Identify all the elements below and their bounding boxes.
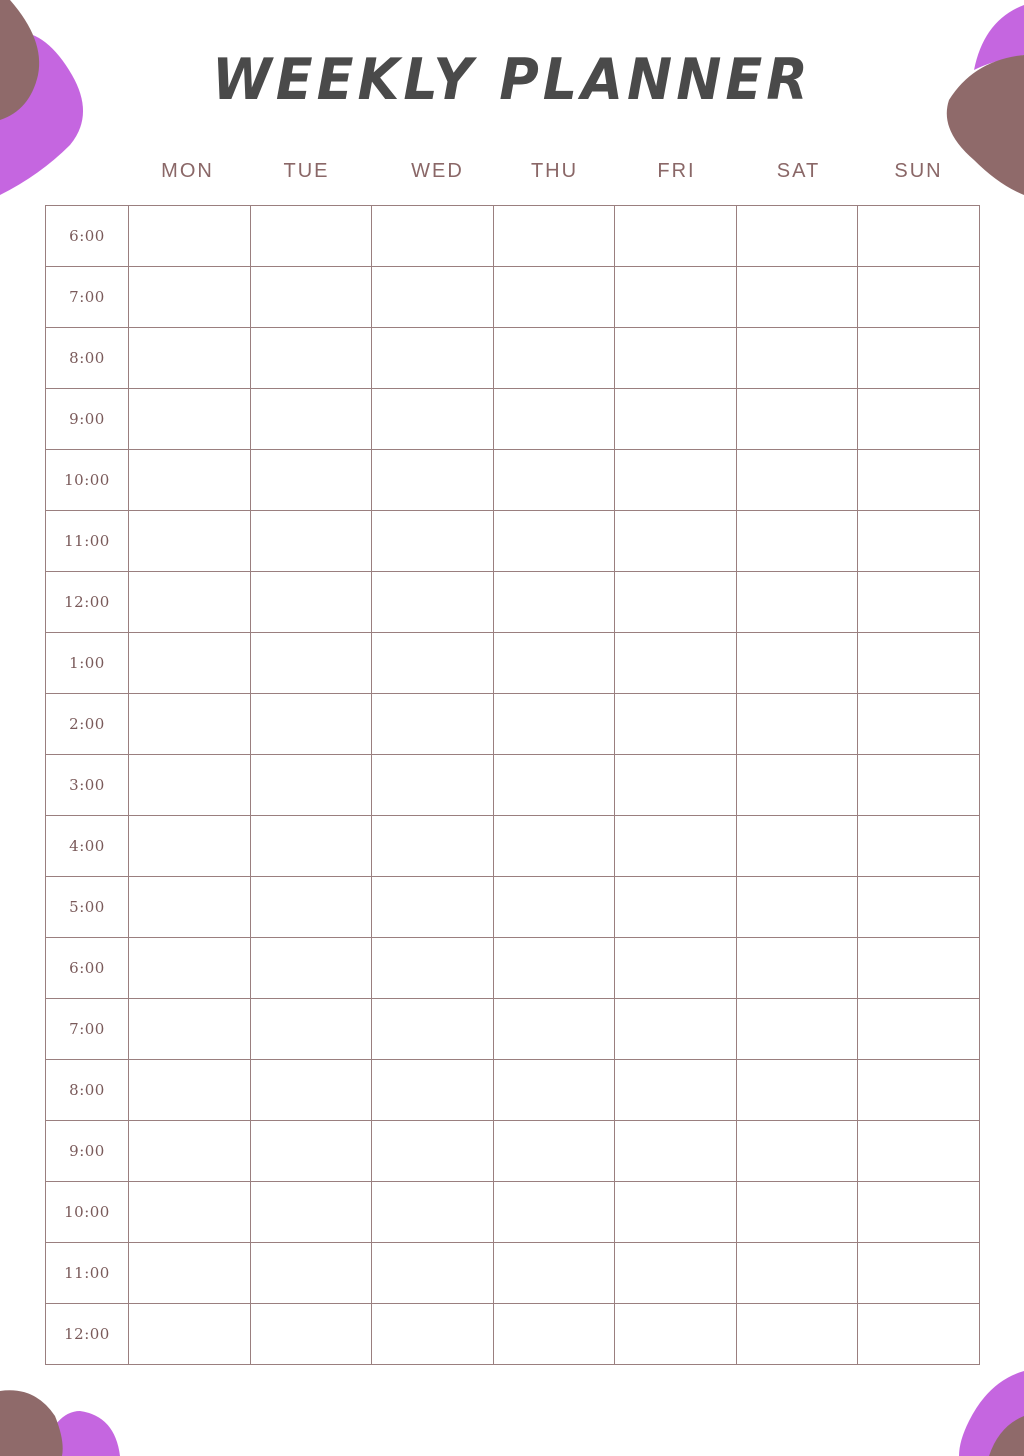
slot-cell-fri[interactable] — [615, 450, 737, 511]
slot-cell-fri[interactable] — [615, 999, 737, 1060]
slot-cell-mon[interactable] — [129, 1121, 251, 1182]
slot-cell-sat[interactable] — [736, 389, 858, 450]
slot-cell-wed[interactable] — [372, 572, 494, 633]
slot-cell-sat[interactable] — [736, 938, 858, 999]
slot-cell-fri[interactable] — [615, 694, 737, 755]
slot-cell-sat[interactable] — [736, 633, 858, 694]
day-header-thu: THU — [530, 160, 579, 182]
time-row — [46, 999, 980, 1060]
slot-cell-thu[interactable] — [493, 1060, 615, 1121]
slot-cell-sat[interactable] — [736, 206, 858, 267]
time-label: 9:00 — [46, 389, 129, 450]
slot-cell-sun[interactable] — [858, 267, 980, 328]
slot-cell-fri[interactable] — [615, 267, 737, 328]
slot-cell-fri[interactable] — [615, 633, 737, 694]
time-row — [46, 1304, 980, 1365]
time-row — [46, 633, 980, 694]
time-label: 11:00 — [46, 1243, 129, 1304]
slot-cell-wed[interactable] — [372, 999, 494, 1060]
slot-cell-fri[interactable] — [615, 511, 737, 572]
time-label: 7:00 — [46, 999, 129, 1060]
slot-cell-mon[interactable] — [129, 755, 251, 816]
slot-cell-wed[interactable] — [372, 1243, 494, 1304]
slot-cell-tue[interactable] — [250, 206, 372, 267]
slot-cell-fri[interactable] — [615, 328, 737, 389]
slot-cell-sun[interactable] — [858, 633, 980, 694]
time-label: 9:00 — [46, 1121, 129, 1182]
day-header-sun: SUN — [894, 160, 943, 182]
slot-cell-tue[interactable] — [250, 1243, 372, 1304]
slot-cell-mon[interactable] — [129, 694, 251, 755]
slot-cell-wed[interactable] — [372, 511, 494, 572]
slot-cell-tue[interactable] — [250, 999, 372, 1060]
slot-cell-fri[interactable] — [615, 1060, 737, 1121]
slot-cell-wed[interactable] — [372, 633, 494, 694]
slot-cell-thu[interactable] — [493, 450, 615, 511]
slot-cell-sat[interactable] — [736, 755, 858, 816]
slot-cell-thu[interactable] — [493, 267, 615, 328]
slot-cell-mon[interactable] — [129, 206, 251, 267]
time-row — [46, 206, 980, 267]
time-row — [46, 511, 980, 572]
time-row — [46, 450, 980, 511]
slot-cell-thu[interactable] — [493, 877, 615, 938]
bottom-left-decoration — [0, 1386, 130, 1456]
slot-cell-sat[interactable] — [736, 267, 858, 328]
slot-cell-mon[interactable] — [129, 328, 251, 389]
slot-cell-fri[interactable] — [615, 938, 737, 999]
slot-cell-mon[interactable] — [129, 511, 251, 572]
time-label: 7:00 — [46, 267, 129, 328]
slot-cell-wed[interactable] — [372, 938, 494, 999]
slot-cell-sun[interactable] — [858, 1060, 980, 1121]
time-label: 3:00 — [46, 755, 129, 816]
slot-cell-tue[interactable] — [250, 1182, 372, 1243]
slot-cell-tue[interactable] — [250, 389, 372, 450]
slot-cell-sat[interactable] — [736, 572, 858, 633]
slot-cell-tue[interactable] — [250, 511, 372, 572]
slot-cell-wed[interactable] — [372, 877, 494, 938]
slot-cell-tue[interactable] — [250, 877, 372, 938]
day-header-sat: SAT — [776, 160, 821, 182]
slot-cell-fri[interactable] — [615, 572, 737, 633]
slot-cell-mon[interactable] — [129, 1182, 251, 1243]
slot-cell-sun[interactable] — [858, 938, 980, 999]
time-label: 6:00 — [46, 206, 129, 267]
slot-cell-wed[interactable] — [372, 1121, 494, 1182]
slot-cell-sun[interactable] — [858, 328, 980, 389]
slot-cell-sat[interactable] — [736, 877, 858, 938]
slot-cell-tue[interactable] — [250, 1304, 372, 1365]
slot-cell-sun[interactable] — [858, 816, 980, 877]
slot-cell-sat[interactable] — [736, 694, 858, 755]
slot-cell-sat[interactable] — [736, 1060, 858, 1121]
slot-cell-mon[interactable] — [129, 816, 251, 877]
slot-cell-fri[interactable] — [615, 877, 737, 938]
time-label: 8:00 — [46, 1060, 129, 1121]
slot-cell-thu[interactable] — [493, 694, 615, 755]
time-row — [46, 267, 980, 328]
slot-cell-thu[interactable] — [493, 1121, 615, 1182]
slot-cell-mon[interactable] — [129, 1060, 251, 1121]
slot-cell-thu[interactable] — [493, 1304, 615, 1365]
slot-cell-sun[interactable] — [858, 572, 980, 633]
slot-cell-mon[interactable] — [129, 999, 251, 1060]
day-header-wed: WED — [411, 160, 464, 182]
time-row — [46, 755, 980, 816]
slot-cell-fri[interactable] — [615, 1243, 737, 1304]
slot-cell-fri[interactable] — [615, 206, 737, 267]
time-row — [46, 1182, 980, 1243]
slot-cell-thu[interactable] — [493, 511, 615, 572]
time-row — [46, 572, 980, 633]
slot-cell-sun[interactable] — [858, 755, 980, 816]
time-row — [46, 938, 980, 999]
slot-cell-mon[interactable] — [129, 267, 251, 328]
slot-cell-tue[interactable] — [250, 633, 372, 694]
time-row — [46, 816, 980, 877]
time-label: 4:00 — [46, 816, 129, 877]
slot-cell-fri[interactable] — [615, 1182, 737, 1243]
slot-cell-thu[interactable] — [493, 633, 615, 694]
slot-cell-sat[interactable] — [736, 1182, 858, 1243]
time-label: 10:00 — [46, 450, 129, 511]
slot-cell-sun[interactable] — [858, 450, 980, 511]
slot-cell-wed[interactable] — [372, 206, 494, 267]
slot-cell-sun[interactable] — [858, 1243, 980, 1304]
slot-cell-thu[interactable] — [493, 389, 615, 450]
slot-cell-wed[interactable] — [372, 450, 494, 511]
time-label: 11:00 — [46, 511, 129, 572]
slot-cell-thu[interactable] — [493, 1243, 615, 1304]
time-row — [46, 877, 980, 938]
slot-cell-tue[interactable] — [250, 816, 372, 877]
bottom-right-decoration — [954, 1371, 1024, 1456]
slot-cell-wed[interactable] — [372, 328, 494, 389]
time-row — [46, 1121, 980, 1182]
slot-cell-sun[interactable] — [858, 511, 980, 572]
time-label: 1:00 — [46, 633, 129, 694]
slot-cell-sat[interactable] — [736, 450, 858, 511]
slot-cell-tue[interactable] — [250, 572, 372, 633]
time-row — [46, 1060, 980, 1121]
slot-cell-sun[interactable] — [858, 1121, 980, 1182]
time-row — [46, 1243, 980, 1304]
day-header-fri: FRI — [657, 160, 696, 182]
day-header-mon: MON — [161, 160, 214, 182]
slot-cell-fri[interactable] — [615, 755, 737, 816]
slot-cell-sat[interactable] — [736, 816, 858, 877]
slot-cell-sun[interactable] — [858, 389, 980, 450]
slot-cell-mon[interactable] — [129, 877, 251, 938]
slot-cell-sat[interactable] — [736, 1243, 858, 1304]
slot-cell-sun[interactable] — [858, 877, 980, 938]
time-label: 8:00 — [46, 328, 129, 389]
slot-cell-sat[interactable] — [736, 1304, 858, 1365]
slot-cell-sat[interactable] — [736, 328, 858, 389]
slot-cell-tue[interactable] — [250, 1060, 372, 1121]
slot-cell-wed[interactable] — [372, 755, 494, 816]
time-row — [46, 389, 980, 450]
slot-cell-sat[interactable] — [736, 511, 858, 572]
slot-cell-thu[interactable] — [493, 816, 615, 877]
slot-cell-fri[interactable] — [615, 816, 737, 877]
slot-cell-wed[interactable] — [372, 816, 494, 877]
slot-cell-mon[interactable] — [129, 938, 251, 999]
slot-cell-mon[interactable] — [129, 633, 251, 694]
slot-cell-tue[interactable] — [250, 694, 372, 755]
slot-cell-wed[interactable] — [372, 389, 494, 450]
slot-cell-sun[interactable] — [858, 1182, 980, 1243]
slot-cell-sat[interactable] — [736, 999, 858, 1060]
slot-cell-wed[interactable] — [372, 1182, 494, 1243]
slot-cell-wed[interactable] — [372, 1304, 494, 1365]
slot-cell-wed[interactable] — [372, 267, 494, 328]
slot-cell-thu[interactable] — [493, 1182, 615, 1243]
slot-cell-sun[interactable] — [858, 999, 980, 1060]
slot-cell-thu[interactable] — [493, 206, 615, 267]
page-title: WEEKLY PLANNER — [212, 46, 812, 113]
slot-cell-sat[interactable] — [736, 1121, 858, 1182]
slot-cell-mon[interactable] — [129, 1243, 251, 1304]
slot-cell-thu[interactable] — [493, 999, 615, 1060]
slot-cell-thu[interactable] — [493, 755, 615, 816]
slot-cell-tue[interactable] — [250, 938, 372, 999]
slot-cell-mon[interactable] — [129, 1304, 251, 1365]
time-label: 6:00 — [46, 938, 129, 999]
slot-cell-sun[interactable] — [858, 694, 980, 755]
slot-cell-wed[interactable] — [372, 694, 494, 755]
slot-cell-fri[interactable] — [615, 1121, 737, 1182]
time-row — [46, 328, 980, 389]
slot-cell-mon[interactable] — [129, 450, 251, 511]
time-label: 10:00 — [46, 1182, 129, 1243]
slot-cell-thu[interactable] — [493, 328, 615, 389]
slot-cell-mon[interactable] — [129, 572, 251, 633]
slot-cell-tue[interactable] — [250, 1121, 372, 1182]
slot-cell-mon[interactable] — [129, 389, 251, 450]
slot-cell-sun[interactable] — [858, 1304, 980, 1365]
slot-cell-fri[interactable] — [615, 1304, 737, 1365]
planner-grid — [45, 205, 980, 1365]
slot-cell-tue[interactable] — [250, 755, 372, 816]
time-label: 12:00 — [46, 572, 129, 633]
slot-cell-wed[interactable] — [372, 1060, 494, 1121]
slot-cell-sun[interactable] — [858, 206, 980, 267]
slot-cell-tue[interactable] — [250, 267, 372, 328]
time-label: 2:00 — [46, 694, 129, 755]
slot-cell-tue[interactable] — [250, 450, 372, 511]
slot-cell-thu[interactable] — [493, 572, 615, 633]
slot-cell-fri[interactable] — [615, 389, 737, 450]
time-row — [46, 694, 980, 755]
day-header-tue: TUE — [283, 160, 330, 182]
slot-cell-thu[interactable] — [493, 938, 615, 999]
slot-cell-tue[interactable] — [250, 328, 372, 389]
time-label: 5:00 — [46, 877, 129, 938]
time-label: 12:00 — [46, 1304, 129, 1365]
